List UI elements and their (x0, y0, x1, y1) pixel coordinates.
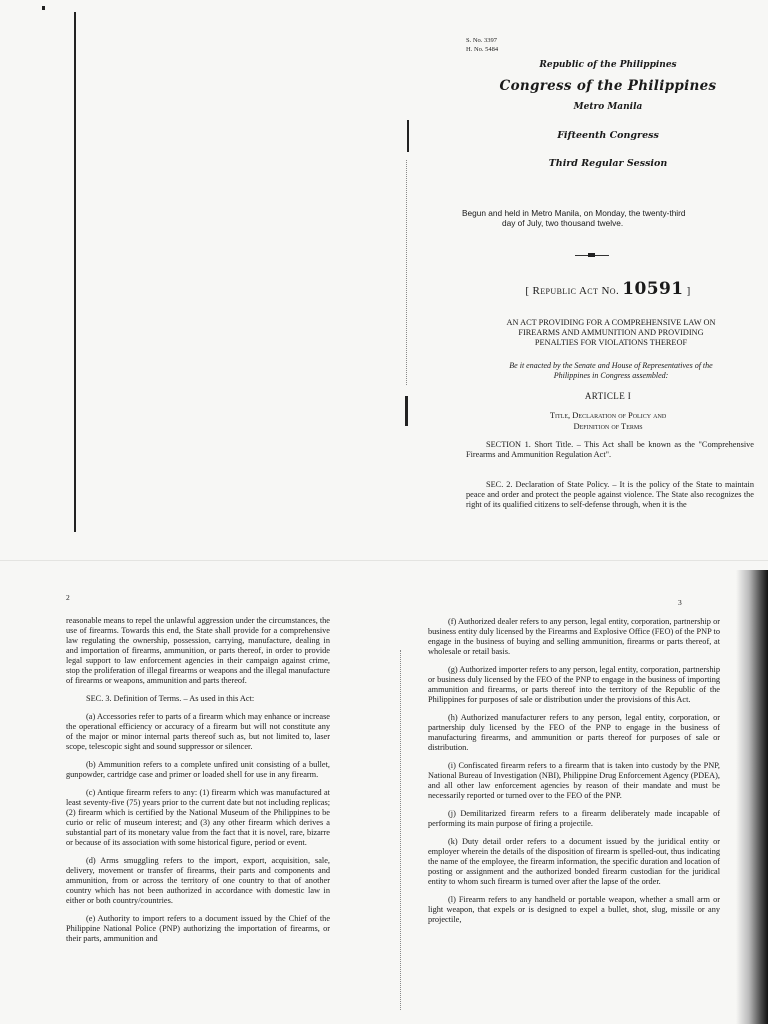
definition-authorized-dealer: (f) Authorized dealer refers to any person, legal entity, corporation, partnership or business entity duly licensed by the Firearms and Explosive Office (FEO) of the PNP to engage in the business of buying and selling ammunition, firearms or parts thereof, at wholesale or retail basis. (428, 617, 720, 656)
article-title-line-2: Definition of Terms (573, 421, 643, 431)
convened-statement (462, 208, 762, 228)
act-prefix: [ Republic Act No. (525, 285, 620, 297)
definition-authority-to-import: (e) Authority to import refers to a document issued by the Chief of the Philippine National Police (PNP) authorizing the importation of firearms, or their parts, ammunition and (66, 914, 330, 943)
definition-antique-firearm: (c) Antique firearm refers to any: (1) firearm which was manufactured at least seventy-five (75) years prior to the current date but not including replicas; (2) firearm which is certified by the National Museum of the Philippines to be curio or relic of museum interest; and (3) any other firearm which derives a substantial part of its monetary value from the fact that it is novel, rare, bizarre or because of its association with some historical figure, period or event. (66, 788, 330, 847)
section-3-heading: SEC. 3. Definition of Terms. – As used in this Act: (86, 694, 255, 703)
definition-authorized-importer: (g) Authorized importer refers to any person, legal entity, corporation, partnership or business duly licensed by the FEO of the PNP to engage in the business of importing ammunition and firearms, or parts thereof into the territory of the Republic of the Philippines for purposes of sale or distribution under the provisions of this Act. (428, 665, 720, 704)
binding-mark (407, 120, 409, 152)
binding-dots (406, 160, 409, 385)
convened-line-1: Begun and held in Metro Manila, on Monday, the twenty-third (462, 208, 686, 218)
session-heading: Third Regular Session (548, 158, 668, 169)
section-1: SECTION 1. Short Title. – This Act shall be known as the "Comprehensive Firearms and Ammunition Regulation Act". (466, 440, 754, 459)
city-heading: Metro Manila (573, 102, 643, 112)
act-title (462, 318, 760, 348)
enacting-line-1: Be it enacted by the Senate and House of Representatives of the (509, 361, 713, 370)
page-number-2: 2 (66, 593, 70, 602)
definition-ammunition: (b) Ammunition refers to a complete unfired unit consisting of a bullet, gunpowder, cartridge case and primer or loaded shell for use in any firearm. (66, 760, 330, 779)
definition-arms-smuggling: (d) Arms smuggling refers to the import, export, acquisition, sale, delivery, movement or transfer of firearms, their parts and components and ammunition, from or across the territory of one country to that of another country which has not been authorized in accordance with domestic law in either or both country/countries. (66, 856, 330, 905)
article-title (458, 410, 758, 432)
scan-edge-mark (42, 6, 45, 10)
article-title-line-1: Title, Declaration of Policy and (549, 410, 667, 420)
definition-confiscated-firearm: (i) Confiscated firearm refers to a firearm that is taken into custody by the PNP, National Bureau of Investigation (NBI), Philippine Drug Enforcement Agency (PDEA), and all other law enforcement agencies by reason of their mandate and must be necessarily reported or turned over to the FEO of the PNP. (428, 761, 720, 800)
definition-duty-detail-order: (k) Duty detail order refers to a document issued by the juridical entity or employer wherein the details of the disposition of firearm is spelled-out, thus indicating the name of the employee, the firearm information, the specific duration and location of posting or assignment and the authorized bonded firearm custodian for the juridical entity to whom such firearm is turned over after the lapse of the order. (428, 837, 720, 886)
page-3-text (428, 617, 720, 925)
congress-number-heading: Fifteenth Congress (557, 130, 659, 141)
definition-accessories: (a) Accessories refer to parts of a firearm which may enhance or increase the operational efficiency or accuracy of a firearm but will not constitute any of the major or minor internal parts thereof such as, but not limited to, laser scope, telescopic sight and sound suppressor or silencer. (66, 712, 330, 751)
republic-heading: Republic of the Philippines (539, 60, 677, 70)
page-divider (0, 560, 768, 561)
binding-dots (400, 650, 403, 1010)
page-2-paragraph: reasonable means to repel the unlawful aggression under the circumstances, the use of firearms. Towards this end, the State shall provide for a comprehensive law regulating the ownership, possession, carrying, manufacture, dealing in and importation of firearms, ammunition, or parts thereof, in order to provide legal support to law enforcement agencies in their campaign against crime, stop the proliferation of illegal firearms or weapons and the illegal manufacture of firearms or weapons, ammunition and parts thereof. (66, 616, 330, 685)
page-2-text (66, 616, 330, 944)
enacting-clause (466, 361, 756, 381)
congress-heading: Congress of the Philippines (499, 78, 717, 94)
act-title-line-2: FIREARMS AND AMMUNITION AND PROVIDING (518, 328, 704, 337)
act-title-line-3: PENALTIES FOR VIOLATIONS THEREOF (534, 338, 688, 347)
act-title-line-1: AN ACT PROVIDING FOR A COMPREHENSIVE LAW ON (506, 318, 716, 327)
section-2: SEC. 2. Declaration of State Policy. – It is the policy of the State to maintain peace and order and protect the people against violence. The State also recognizes the right of its qualified citizens to self-defense through, when it is the (466, 480, 754, 509)
act-number: 10591 (622, 279, 684, 299)
definition-demilitarized-firearm: (j) Demilitarized firearm refers to a firearm deliberately made incapable of performing its main purpose of firing a projectile. (428, 809, 720, 828)
binding-mark (405, 396, 408, 426)
convened-line-2: day of July, two thousand twelve. (502, 218, 624, 228)
article-heading: ARTICLE I (584, 391, 632, 401)
page-edge-shadow (736, 570, 768, 1024)
definition-authorized-manufacturer: (h) Authorized manufacturer refers to any person, legal entity, corporation, or partnership duly licensed by the FEO of the PNP to engage in the business of manufacturing firearms, and ammunition or parts thereof for purposes of sale or distribution. (428, 713, 720, 752)
house-bill-number: H. No. 5484 (466, 46, 499, 53)
bill-numbers (466, 36, 498, 54)
definition-firearm: (l) Firearm refers to any handheld or portable weapon, whether a small arm or light weapon, that expels or is designed to expel a bullet, shot, slug, missile or any projectile, (428, 895, 720, 924)
page-number-3: 3 (678, 598, 682, 607)
act-suffix: ] (686, 285, 691, 297)
separator-ornament (588, 253, 595, 257)
enacting-line-2: Philippines in Congress assembled: (553, 371, 669, 380)
scan-edge-line (74, 12, 76, 532)
republic-act-heading (458, 279, 758, 299)
senate-bill-number: S. No. 3397 (466, 37, 498, 44)
